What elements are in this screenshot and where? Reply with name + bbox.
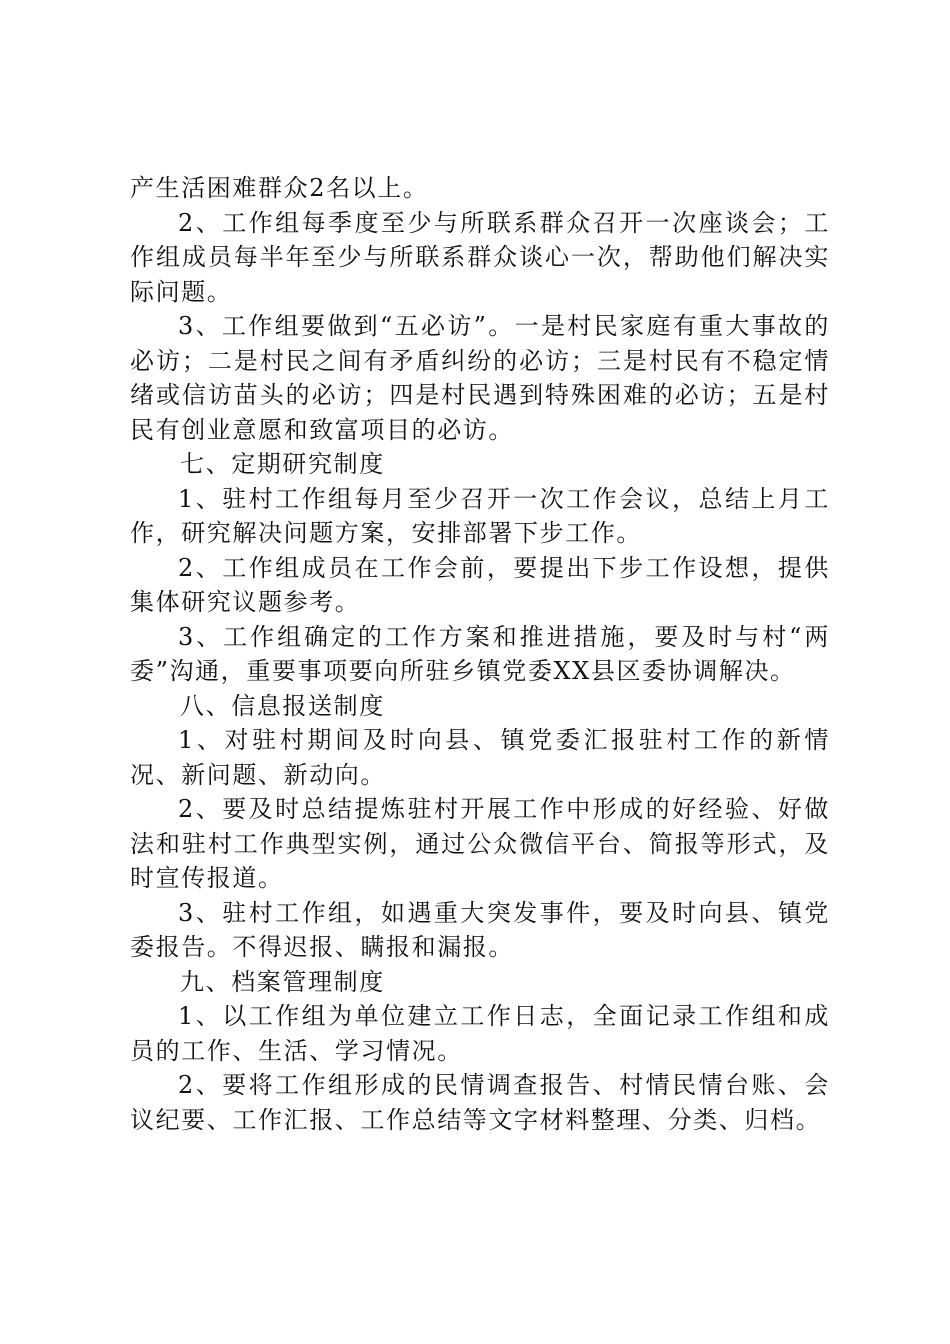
paragraph-7-item-2: 2、工作组成员在工作会前，要提出下步工作设想，提供集体研究议题参考。 <box>130 553 830 616</box>
paragraph-8-item-2: 2、要及时总结提炼驻村开展工作中形成的好经验、好做法和驻村工作典型实例，通过公众微信平台、简报等形式，及时宣传报道。 <box>130 795 830 892</box>
document-body <box>130 171 830 1137</box>
paragraph-8-item-1: 1、对驻村期间及时向县、镇党委汇报驻村工作的新情况、新问题、新动向。 <box>130 726 830 789</box>
paragraph-7-item-3: 3、工作组确定的工作方案和推进措施，要及时与村“两委”沟通，重要事项要向所驻乡镇党委XX县区委协调解决。 <box>130 622 830 685</box>
paragraph-item-3-five-visits: 3、工作组要做到“五必访”。一是村民家庭有重大事故的必访；二是村民之间有矛盾纠纷的必访；三是村民有不稳定情绪或信访苗头的必访；四是村民遇到特殊困难的必访；五是村民有创业意愿和致富项目的必访。 <box>130 312 830 444</box>
paragraph-9-item-2: 2、要将工作组形成的民情调查报告、村情民情台账、会议纪要、工作汇报、工作总结等文字材料整理、分类、归档。 <box>130 1071 830 1134</box>
paragraph-continuation: 产生活困难群众2名以上。 <box>130 174 429 202</box>
section-heading-9: 九、档案管理制度 <box>180 967 385 996</box>
section-heading-7: 七、定期研究制度 <box>180 450 385 478</box>
section-heading-8: 八、信息报送制度 <box>180 691 385 720</box>
paragraph-7-item-1: 1、驻村工作组每月至少召开一次工作会议，总结上月工作，研究解决问题方案，安排部署下步工作。 <box>130 484 830 547</box>
paragraph-item-2-meetings: 2、工作组每季度至少与所联系群众召开一次座谈会；工作组成员每半年至少与所联系群众谈心一次，帮助他们解决实际问题。 <box>130 208 830 306</box>
paragraph-9-item-1: 1、以工作组为单位建立工作日志，全面记录工作组和成员的工作、生活、学习情况。 <box>130 1002 830 1065</box>
paragraph-8-item-3: 3、驻村工作组，如遇重大突发事件，要及时向县、镇党委报告。不得迟报、瞒报和漏报。 <box>130 898 830 961</box>
